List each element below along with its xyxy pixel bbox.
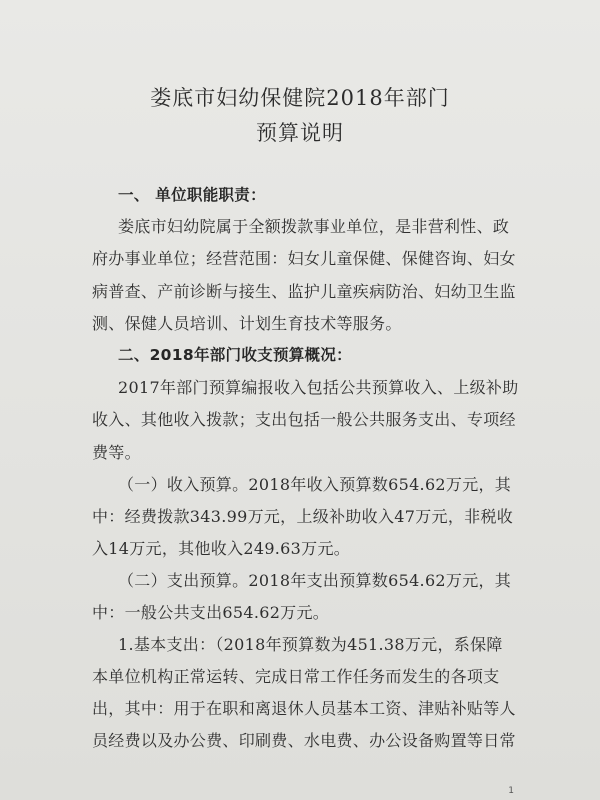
section-2-line-3: 费等。 — [92, 443, 141, 462]
basic-expense-line-3: 出，其中：用于在职和离退休人员基本工资、津贴补贴等人 — [92, 699, 516, 718]
section-1-heading: 一、 单位职能职责： — [118, 186, 266, 204]
section-1-line-2: 府办事业单位；经营范围：妇女儿童保健、保健咨询、妇女 — [92, 249, 516, 268]
basic-expense-line-1: 1.基本支出：（2018年预算数为451.38万元，系保障 — [118, 635, 503, 654]
income-line-2: 中：经费拨款343.99万元，上级补助收入47万元，非税收 — [92, 507, 514, 526]
expense-line-2: 中：一般公共支出654.62万元。 — [92, 603, 330, 622]
document-title-line-2: 预算说明 — [256, 121, 344, 145]
basic-expense-line-2: 本单位机构正常运转、完成日常工作任务而发生的各项支 — [92, 667, 500, 686]
income-line-1: （一）收入预算。2018年收入预算数654.62万元，其 — [118, 475, 512, 494]
section-2-line-2: 收入、其他收入拨款；支出包括一般公共服务支出、专项经 — [92, 410, 516, 429]
document-title-line-1: 娄底市妇幼保健院2018年部门 — [150, 86, 450, 110]
basic-expense-line-4: 员经费以及办公费、印刷费、水电费、办公设备购置等日常 — [92, 731, 516, 750]
income-line-3: 入14万元，其他收入249.63万元。 — [92, 539, 351, 558]
section-1-line-1: 娄底市妇幼院属于全额拨款事业单位，是非营利性、政 — [118, 217, 510, 236]
expense-line-1: （二）支出预算。2018年支出预算数654.62万元，其 — [118, 571, 512, 590]
section-2-line-1: 2017年部门预算编报收入包括公共预算收入、上级补助 — [118, 378, 519, 397]
section-2-heading: 二、2018年部门收支预算概况： — [118, 346, 352, 364]
page-number: 1 — [508, 786, 514, 796]
section-1-line-4: 测、保健人员培训、计划生育技术等服务。 — [92, 314, 402, 333]
section-1-line-3: 病普查、产前诊断与接生、监护儿童疾病防治、妇幼卫生监 — [92, 282, 516, 301]
